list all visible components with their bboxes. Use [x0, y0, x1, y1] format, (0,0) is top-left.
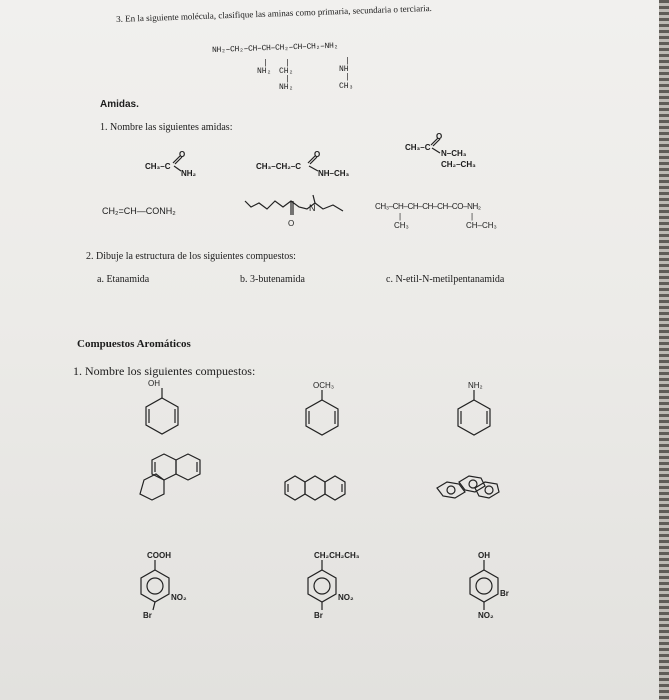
substituted-benzoic-acid-structure [125, 548, 195, 620]
triphenylene-structure [431, 470, 503, 506]
q3-sub2: CH₂ [279, 67, 294, 76]
anisole-och3-label: OCH₃ [313, 381, 335, 390]
q3-sub-bond2b: | [285, 75, 290, 84]
amide1-left: CH₃–C [145, 162, 171, 171]
amide2-bonds [305, 152, 321, 176]
aromatics-q1: 1. Nombre los siguientes compuestos: [73, 364, 256, 378]
q3-sub-bond3: | [345, 57, 350, 66]
amide2-nitrogen: NH–CH₃ [318, 169, 350, 178]
no2-label-b: NO₂ [338, 593, 354, 602]
q3-sub3b: CH₃ [339, 82, 354, 91]
amide2-oxygen: O [314, 150, 321, 159]
br-label-b: Br [314, 611, 323, 620]
br-label-c: Br [500, 589, 509, 598]
br-label-a: Br [143, 611, 152, 620]
amide1-nitrogen: NH₂ [181, 169, 197, 178]
amide5-skeletal [243, 193, 353, 233]
amide2-left: CH₃–CH₂–C [256, 162, 302, 171]
amide5-oxygen: O [288, 219, 295, 228]
amide6-chain: CH₃–CH–CH–CH–CH–CO–NH₂ [375, 202, 481, 211]
amides-q2-c: c. N-etil-N-metilpentanamida [386, 274, 505, 285]
amide6-sub2: CH–CH₃ [466, 221, 497, 230]
q3-sub3: NH [339, 65, 349, 74]
amide3-n1: N–CH₃ [441, 149, 467, 158]
q3-sub-bond2: | [285, 59, 290, 68]
anisole-structure [300, 378, 348, 438]
q3-sub1: NH₂ [257, 67, 272, 76]
amides-heading: Amidas. [100, 99, 139, 110]
amides-q2: 2. Dibuje la estructura de los siguientes compuestos: [86, 251, 296, 262]
oh-label-2: OH [478, 551, 490, 560]
propyl-label: CH₂CH₂CH₃ [314, 551, 360, 560]
q3-prompt: 3. En la siguiente molécula, clasifique las aminas como primaria, secundaria o terciaria. [115, 2, 433, 24]
q3-main-chain: NH₂–CH₂–CH–CH–CH₂–CH–CH₂–NH₂ [211, 41, 339, 55]
q3-sub2b: NH₂ [279, 83, 294, 92]
anthracene-structure [281, 474, 361, 504]
aniline-structure [450, 378, 496, 438]
amide6-sub1: CH₃ [394, 221, 409, 230]
amide1-bonds [170, 152, 186, 176]
phenol-oh-label: OH [148, 379, 160, 388]
amide6-bond2: | [471, 212, 474, 221]
amide3-oxygen: O [436, 132, 443, 141]
amide3-n2: CH₂–CH₃ [441, 160, 476, 169]
amide3-bonds [428, 132, 444, 157]
substituted-propylbenzene-structure [296, 548, 376, 620]
aniline-nh2-label: NH₂ [468, 381, 483, 390]
no2-label-a: NO₂ [171, 593, 187, 602]
phenol-structure [140, 378, 184, 438]
substituted-phenol-structure [462, 548, 532, 620]
amide4: CH₂=CH—CONH₂ [102, 206, 176, 216]
amide3-left: CH₃–C [405, 143, 431, 152]
q3-sub-bond1: | [263, 59, 268, 68]
page-edge [659, 0, 669, 700]
amides-q1: 1. Nombre las siguientes amidas: [100, 122, 233, 133]
no2-label-c: NO₂ [478, 611, 494, 620]
amide1-oxygen: O [179, 150, 186, 159]
amides-q2-b: b. 3-butenamida [240, 274, 305, 285]
amides-q2-a: a. Etanamida [97, 274, 150, 285]
phenanthrene-structure [130, 452, 206, 510]
amide6-bond1: | [399, 212, 402, 221]
amide5-nitrogen: N [309, 203, 316, 213]
cooh-label: COOH [147, 551, 171, 560]
q3-sub-bond3b: | [345, 73, 350, 82]
aromatics-heading: Compuestos Aromáticos [77, 338, 191, 350]
